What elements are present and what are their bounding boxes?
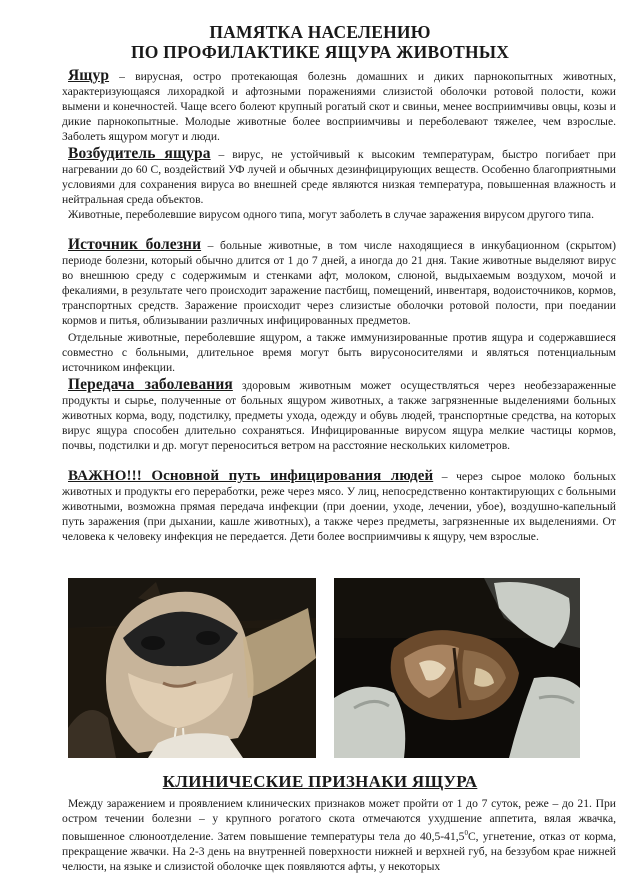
paragraph-vozbuditel-2: Животные, переболевшие вирусом одного типа, могут заболеть в случае заражения вирусом другого типа. — [68, 208, 594, 221]
paragraph-istochnik-2: Отдельные животные, переболевшие ящуром, а также иммунизированные против ящура и содержавшиеся совместно с больными, длительное время могут быть вирусоносителями и являться потенциальным источником инфекции. — [62, 331, 616, 375]
text-yashchur: – вирусная, остро протекающая болезнь домашних и диких парнокопытных животных, характеризующаяся лихорадкой и афтозными поражениями слизистой оболочки ротовой полости, кожи вымени и конечностей. Чаще всего болеют крупный рогатый скот и свиньи, менее восприимчивы овцы, козы и дикие парнокопытные. Молодые животные более восприимчивы и переболевают тяжелее, чем взрослые. Заболеть ящуром могут и люди. — [62, 70, 616, 144]
cow-muzzle-photo-svg — [68, 578, 316, 758]
text-clinical-a: Между заражением и проявлением клинических признаков может пройти от 1 до 7 суток, реже – до 21. При остром течении болезни – у крупного рогатого скота отмечаются ухудшение аппетита, вялая жвачка, повышенное слюноотделение. Затем повышение температуры тела до 40,5-41,5 — [62, 797, 616, 844]
paragraph-clinical — [62, 796, 616, 874]
degree-sup: 0 — [464, 829, 468, 838]
paragraph-istochnik — [62, 237, 616, 329]
lead-yashchur: Ящур — [68, 67, 110, 84]
cow-muzzle-photo-icon — [68, 578, 316, 758]
paragraph-peredacha — [62, 377, 616, 453]
page-title-line-1: ПАМЯТКА НАСЕЛЕНИЮ — [209, 22, 431, 42]
hoof-lesion-photo-svg — [334, 578, 580, 758]
text-istochnik: – больные животные, в том числе находящиеся в инкубационном (скрытом) периоде болезни, который обычно длится от 1 до 7 дней, а иногда до 21 дня. Такие животные выделяют вирус во внешнюю среду с содержимым и стенками афт, молоком, слюной, выдыхаемым воздухом, мочой и фекалиями, в результате чего происходит заражение пастбищ, помещений, инвентаря, водоисточников, кормов, транспортных средств. Заражение происходит через слизистые оболочки ротовой полости, при поедании кормов и питья, облизывании различных инфицированных предметов. — [62, 239, 616, 328]
hoof-lesion-photo-icon — [334, 578, 580, 758]
clinical-signs-title: КЛИНИЧЕСКИЕ ПРИЗНАКИ ЯЩУРА — [162, 772, 478, 791]
text-peredacha: здоровым животным может осуществляться через необеззараженные продукты и сырье, полученные от больных ящуром животных, а также загрязненные выделениями больных животных корма, воду, подстилку, предметы ухода, одежду и обувь людей, транспортные средства, на которых вирус ящура способен длительно сохраняться. Инфицированные вирусом ящура мелкие частицы кормов, почвы, подстилки и др. могут переноситься ветром на расстояние нескольких километров. — [62, 379, 616, 453]
lead-peredacha: Передача заболевания — [68, 376, 233, 393]
lead-vozbuditel: Возбудитель ящура — [68, 145, 211, 162]
lead-vazhno: ВАЖНО!!! Основной путь инфицирования людей — [68, 468, 434, 484]
paragraph-vazhno — [62, 469, 616, 544]
lead-istochnik: Источник болезни — [68, 236, 202, 253]
paragraph-vozbuditel — [62, 146, 616, 207]
text-vazhno: – через сырое молоко больных животных и продукты его переработки, реже через мясо. У лиц, непосредственно контактирующих с больными животными, возможна прямая передача инфекции (при доении, уходе, лечении, убое), воздушно-капельный путь заражения (при дыхании, кашле животных), а также через предметы, загрязненные их выделениями. От человека к человеку инфекция не передается. Дети более восприимчивы к ящуру, чем взрослые. — [62, 470, 616, 544]
page-title-line-2: ПО ПРОФИЛАКТИКЕ ЯЩУРА ЖИВОТНЫХ — [130, 42, 510, 62]
text-vozbuditel: – вирус, не устойчивый к высоким температурам, быстро погибает при нагревании до 60 С, воздействий УФ лучей и обычных дезинфицирующих веществ. Особенно благоприятными условиями для сохранения вируса во внешней среде являются низкая температура, повышенная влажность и нейтральная среда объектов. — [62, 148, 616, 207]
paragraph-yashchur — [62, 68, 616, 144]
text-clinical-b: С, угнетение, отказ от корма, прекращение жвачки. На 2-3 день на внутренней поверхности нижней и верхней губ, на беззубом крае нижней челюсти, на языке и слизистой оболочке щек появляются афты, у некоторых — [62, 830, 616, 874]
